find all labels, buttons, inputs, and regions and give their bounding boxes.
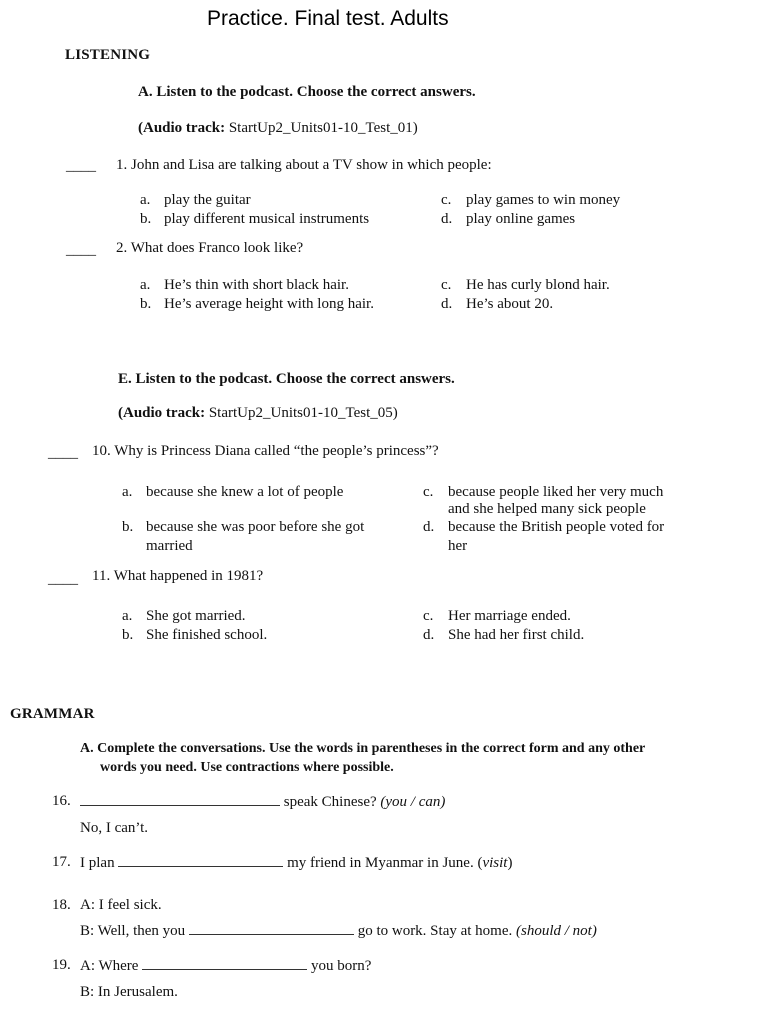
answer-line: No, I can’t. bbox=[80, 820, 149, 836]
dialog-line-a: A: I feel sick. bbox=[80, 897, 162, 913]
fill-in-blank[interactable] bbox=[189, 922, 354, 935]
question-17 bbox=[80, 854, 512, 872]
option-b-letter: b. bbox=[122, 627, 134, 643]
option-d-line2: her bbox=[448, 538, 468, 554]
listening-part-e-instruction: E. Listen to the podcast. Choose the correct answers. bbox=[118, 371, 455, 387]
grammar-instruction-line1: A. Complete the conversations. Use the words in parentheses in the correct form and any other bbox=[80, 741, 646, 756]
option-c-letter: c. bbox=[441, 277, 452, 293]
fill-in-blank[interactable] bbox=[80, 793, 280, 806]
option-d: play online games bbox=[466, 211, 576, 227]
audio-track-1 bbox=[138, 120, 418, 137]
question-text: Why is Princess Diana called “the people’s princess”? bbox=[114, 443, 439, 459]
fill-in-blank[interactable] bbox=[118, 854, 283, 867]
sentence-fragment: A: Where bbox=[80, 958, 139, 974]
sentence-fragment: I plan bbox=[80, 855, 115, 871]
option-d: He’s about 20. bbox=[466, 296, 554, 312]
option-d-line1: because the British people voted for bbox=[448, 519, 665, 535]
hint-open: ( bbox=[477, 855, 483, 871]
hint: (you / can) bbox=[380, 794, 446, 810]
document-title: Practice. Final test. Adults bbox=[207, 7, 449, 30]
fill-in-blank[interactable] bbox=[142, 957, 307, 970]
question-2 bbox=[116, 240, 303, 257]
option-c: Her marriage ended. bbox=[448, 608, 571, 624]
listening-heading: LISTENING bbox=[65, 47, 151, 63]
option-c-letter: c. bbox=[423, 484, 434, 500]
option-a: She got married. bbox=[146, 608, 246, 624]
hint: visit bbox=[482, 855, 508, 871]
option-d-letter: d. bbox=[441, 211, 453, 227]
option-d-letter: d. bbox=[423, 519, 435, 535]
option-a-letter: a. bbox=[122, 484, 133, 500]
question-number: 16. bbox=[52, 793, 71, 809]
question-number: 11. bbox=[92, 568, 111, 584]
option-d-letter: d. bbox=[423, 627, 435, 643]
option-a: play the guitar bbox=[164, 192, 251, 208]
option-c: play games to win money bbox=[466, 192, 621, 208]
dialog-line-b: B: In Jerusalem. bbox=[80, 984, 178, 1000]
question-number: 1. bbox=[116, 157, 128, 173]
question-text: John and Lisa are talking about a TV show in which people: bbox=[131, 157, 492, 173]
question-number: 17. bbox=[52, 854, 71, 870]
audio-track-label: (Audio track: bbox=[118, 405, 206, 421]
question-18 bbox=[80, 922, 597, 940]
option-b: She finished school. bbox=[146, 627, 268, 643]
hint: (should / not) bbox=[516, 923, 597, 939]
listening-part-a-instruction: A. Listen to the podcast. Choose the correct answers. bbox=[138, 84, 476, 100]
question-11 bbox=[92, 568, 263, 585]
option-b-letter: b. bbox=[140, 211, 152, 227]
question-number: 2. bbox=[116, 240, 128, 256]
question-text: What happened in 1981? bbox=[113, 568, 264, 584]
audio-track-value: StartUp2_Units01-10_Test_05) bbox=[208, 405, 398, 421]
question-number: 18. bbox=[52, 897, 71, 913]
audio-track-label: (Audio track: bbox=[138, 120, 226, 136]
audio-track-5 bbox=[118, 405, 398, 422]
option-c-line1: because people liked her very much bbox=[448, 484, 664, 500]
question-number: 10. bbox=[92, 443, 111, 459]
option-a: He’s thin with short black hair. bbox=[164, 277, 349, 293]
option-b-letter: b. bbox=[140, 296, 152, 312]
audio-track-value: StartUp2_Units01-10_Test_01) bbox=[228, 120, 418, 136]
option-c: He has curly blond hair. bbox=[466, 277, 610, 293]
option-b: He’s average height with long hair. bbox=[164, 296, 374, 312]
option-c-line2: and she helped many sick people bbox=[448, 501, 646, 517]
sentence-fragment: B: Well, then you bbox=[80, 923, 186, 939]
question-number: 19. bbox=[52, 957, 71, 973]
answer-blank[interactable]: ____ bbox=[66, 242, 96, 258]
sentence-fragment: speak Chinese? bbox=[283, 794, 377, 810]
answer-blank[interactable]: ____ bbox=[48, 445, 78, 461]
grammar-instruction-line2: words you need. Use contractions where possible. bbox=[100, 760, 394, 775]
sentence-fragment: go to work. Stay at home. bbox=[357, 923, 513, 939]
grammar-heading: GRAMMAR bbox=[10, 706, 95, 722]
option-b-letter: b. bbox=[122, 519, 134, 535]
option-b-line2: married bbox=[146, 538, 193, 554]
answer-blank[interactable]: ____ bbox=[66, 158, 96, 174]
option-c-letter: c. bbox=[423, 608, 434, 624]
option-a-letter: a. bbox=[140, 277, 151, 293]
question-19 bbox=[80, 957, 371, 975]
option-c-letter: c. bbox=[441, 192, 452, 208]
option-a: because she knew a lot of people bbox=[146, 484, 344, 500]
option-d-letter: d. bbox=[441, 296, 453, 312]
question-1 bbox=[116, 157, 492, 174]
option-b-line1: because she was poor before she got bbox=[146, 519, 365, 535]
option-a-letter: a. bbox=[122, 608, 133, 624]
option-d: She had her first child. bbox=[448, 627, 585, 643]
sentence-fragment: you born? bbox=[310, 958, 372, 974]
question-text: What does Franco look like? bbox=[130, 240, 304, 256]
hint-close: ) bbox=[507, 855, 513, 871]
option-b: play different musical instruments bbox=[164, 211, 370, 227]
question-10 bbox=[92, 443, 439, 460]
answer-blank[interactable]: ____ bbox=[48, 571, 78, 587]
option-a-letter: a. bbox=[140, 192, 151, 208]
sentence-fragment: my friend in Myanmar in June. bbox=[287, 855, 474, 871]
question-16 bbox=[80, 793, 445, 811]
